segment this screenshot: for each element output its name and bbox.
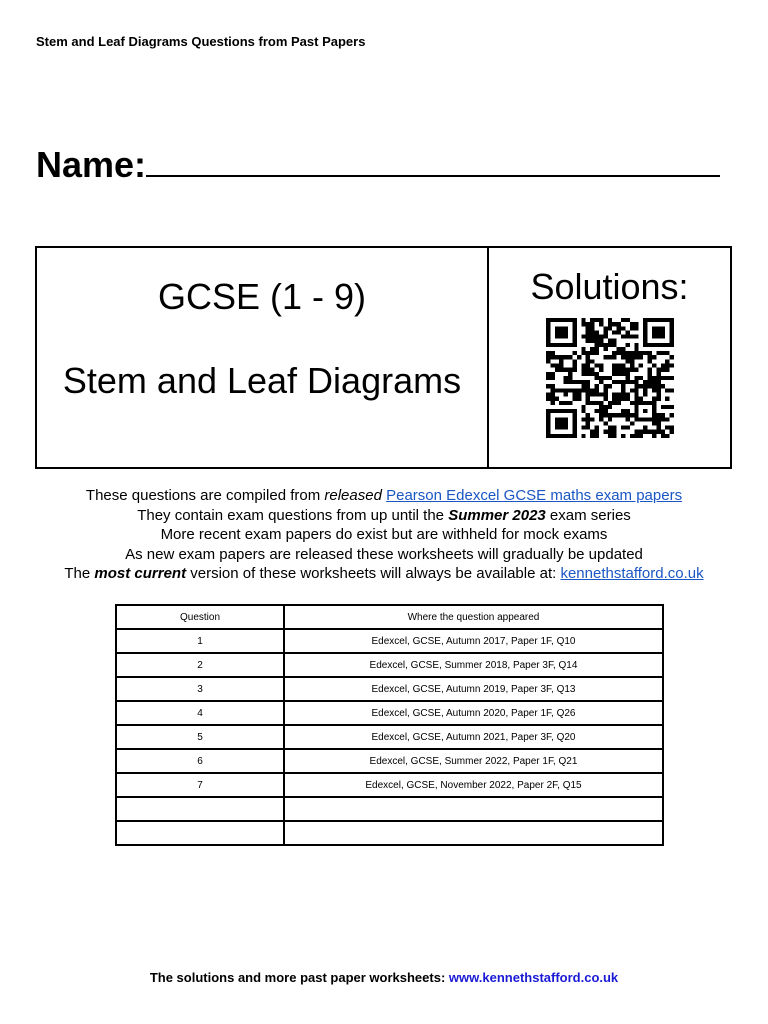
question-source: Edexcel, GCSE, Summer 2018, Paper 3F, Q14 [284,653,663,677]
question-source [284,797,663,821]
question-source: Edexcel, GCSE, Autumn 2020, Paper 1F, Q26 [284,701,663,725]
kennethstafford-link[interactable]: kennethstafford.co.uk [560,565,704,582]
table-row [116,653,663,677]
column-header-source: Where the question appeared [284,605,663,629]
question-source: Edexcel, GCSE, November 2022, Paper 2F, Q15 [284,773,663,797]
question-source: Edexcel, GCSE, Autumn 2021, Paper 3F, Q20 [284,725,663,749]
question-number: 4 [116,701,284,725]
intro-line-4: As new exam papers are released these worksheets will gradually be updated [125,545,643,563]
table-row-empty [116,797,663,821]
table-header-row [116,605,663,629]
question-number [116,821,284,845]
table-row [116,629,663,653]
table-row [116,725,663,749]
solutions-panel [489,248,730,467]
table-row [116,749,663,773]
footer-text: The solutions and more past paper worksheets: [149,970,449,985]
intro-text [0,486,768,584]
name-field[interactable] [36,144,720,186]
intro-line-3: More recent exam papers do exist but are withheld for mock exams [160,526,608,543]
edexcel-papers-link[interactable]: Pearson Edexcel GCSE maths exam papers [386,487,683,504]
question-source: Edexcel, GCSE, Autumn 2019, Paper 3F, Q13 [284,677,663,701]
question-number: 7 [116,773,284,797]
questions-table [115,604,664,846]
table-row-empty [116,821,663,845]
question-number: 1 [116,629,284,653]
table-row [116,773,663,797]
table-row [116,701,663,725]
title-left-panel [37,248,489,467]
question-number: 3 [116,677,284,701]
title-box [35,246,732,469]
intro-line-2: They contain exam questions from up until the Summer 2023 exam series [137,506,631,524]
table-row [116,677,663,701]
topic-title: Stem and Leaf Diagrams [62,360,462,401]
intro-emphasis-released: released [324,487,382,504]
name-label: Name: [36,144,147,185]
question-number: 2 [116,653,284,677]
solutions-label: Solutions: [530,266,689,307]
page-header-title: Stem and Leaf Diagrams Questions from Past Papers [36,34,366,49]
intro-emphasis-current: most current [94,565,187,582]
intro-emphasis-summer: Summer 2023 [448,506,546,524]
question-number [116,797,284,821]
intro-line-5: The most current version of these worksheets will always be available at: kennethstafford.co.uk [64,565,704,582]
footer-link[interactable]: www.kennethstafford.co.uk [448,970,619,985]
footer [0,970,768,985]
level-label: GCSE (1 - 9) [157,276,367,317]
column-header-question: Question [116,605,284,629]
question-source: Edexcel, GCSE, Summer 2022, Paper 1F, Q21 [284,749,663,773]
name-underline [146,147,720,177]
question-source [284,821,663,845]
question-number: 6 [116,749,284,773]
intro-line-1: These questions are compiled from released Pearson Edexcel GCSE maths exam papers [85,487,683,504]
qr-code-icon[interactable] [546,318,674,438]
question-number: 5 [116,725,284,749]
question-source: Edexcel, GCSE, Autumn 2017, Paper 1F, Q10 [284,629,663,653]
